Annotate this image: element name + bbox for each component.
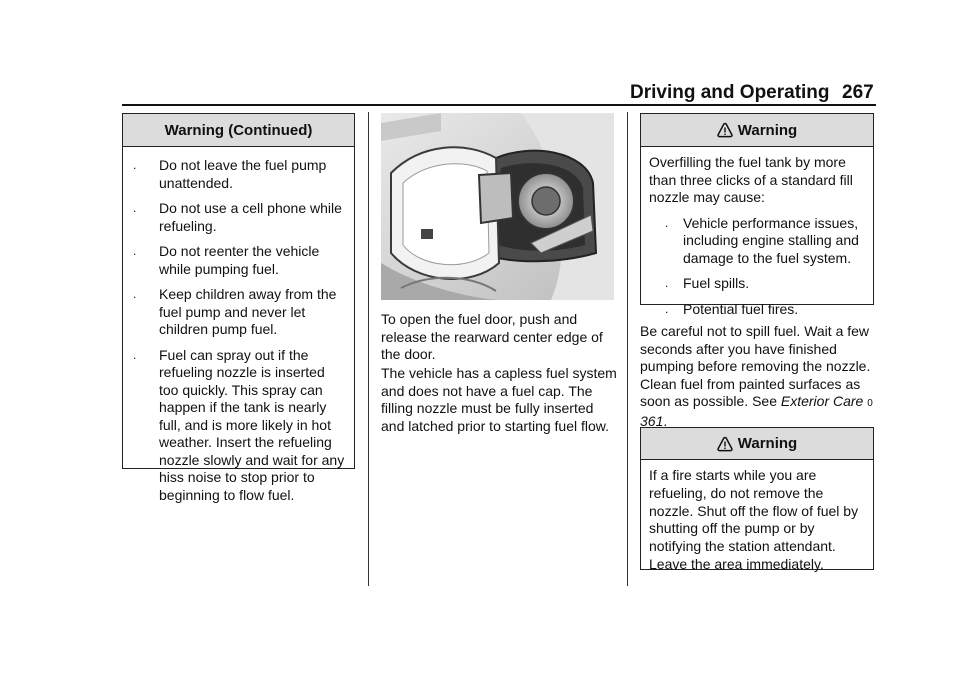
warning-continued-body [123, 147, 354, 504]
column-divider [368, 112, 369, 586]
warning-icon [717, 122, 733, 138]
fuel-door-drawing [381, 113, 614, 300]
page-ref-symbol: 0 [867, 398, 873, 409]
bullet-text: Do not reenter the vehicle while pumping fuel. [159, 243, 320, 277]
bullet: . [133, 244, 137, 258]
spill-advice-text: Be careful not to spill fuel. Wait a few seconds after you have finished pumping before removing the nozzle. Clean fuel from painted surfaces as soon as possible. See [640, 323, 871, 409]
warning-continued-title: Warning (Continued) [164, 121, 313, 139]
bullet: . [665, 215, 669, 230]
cross-reference-page[interactable]: 361 [640, 412, 664, 429]
fuel-door-instructions: To open the fuel door, push and release the rearward center edge of the door. [381, 311, 603, 362]
list-item [649, 301, 865, 319]
bullet-text: Fuel can spray out if the refueling nozzle is inserted too quickly. This spray can happen if the tank is nearly full, and is more likely in hot weather. Insert the refueling nozzle slowly and wait for any hiss noise to stop prior to beginning to flow fuel. [159, 346, 345, 503]
section-title: Driving and Operating [630, 82, 830, 103]
cross-reference-link[interactable]: Exterior Care [780, 393, 864, 409]
warning-continued-heading [123, 114, 354, 147]
warning-heading [641, 114, 873, 147]
overfill-warning-intro: Overfilling the fuel tank by more than three clicks of a standard fill nozzle may cause: [649, 154, 853, 205]
fire-warning-text: If a fire starts while you are refueling, do not remove the nozzle. Shut off the flow of fuel by shutting off the pump or by notifying the station attendant. Leave the area immediately. [649, 467, 859, 572]
bullet-text: Vehicle performance issues, including engine stalling and damage to the fuel system. [683, 214, 859, 266]
bullet: . [133, 347, 137, 362]
column-divider [627, 112, 628, 586]
overfill-warning-box [640, 113, 874, 317]
list-item [123, 243, 346, 278]
bullet: . [133, 287, 137, 301]
bullet-text: Do not use a cell phone while refueling. [159, 200, 342, 234]
bullet: . [133, 201, 137, 215]
bullet: . [133, 158, 137, 172]
bullet-text: Keep children away from the fuel pump and never let children pump fuel. [159, 286, 337, 337]
list-item [649, 215, 865, 268]
spill-advice-paragraph [640, 323, 876, 430]
bullet: . [665, 276, 669, 290]
list-item [123, 347, 346, 505]
list-item [123, 157, 346, 192]
warning-heading [641, 428, 873, 460]
capless-system-description: The vehicle has a capless fuel system and does not have a fuel cap. The filling nozzle must be fully inserted and latched prior to starting fuel flow. [381, 365, 617, 434]
warning-icon [717, 436, 733, 452]
bullet-text: Fuel spills. [683, 275, 750, 291]
overfill-warning-body [641, 147, 873, 318]
warning-title: Warning [737, 435, 798, 452]
list-item [123, 200, 346, 235]
warning-title: Warning [737, 121, 798, 139]
bullet-text: Potential fuel fires. [683, 300, 799, 317]
sentence-end: . [663, 412, 668, 429]
bullet: . [665, 301, 669, 316]
list-item [123, 286, 346, 339]
fire-warning-box [640, 427, 874, 570]
list-item [649, 275, 865, 293]
fuel-door-illustration [381, 113, 614, 300]
bullet-text: Do not leave the fuel pump unattended. [159, 157, 327, 191]
page-number: 267 [842, 82, 874, 103]
warning-continued-box [122, 113, 355, 503]
header-rule [122, 104, 876, 106]
